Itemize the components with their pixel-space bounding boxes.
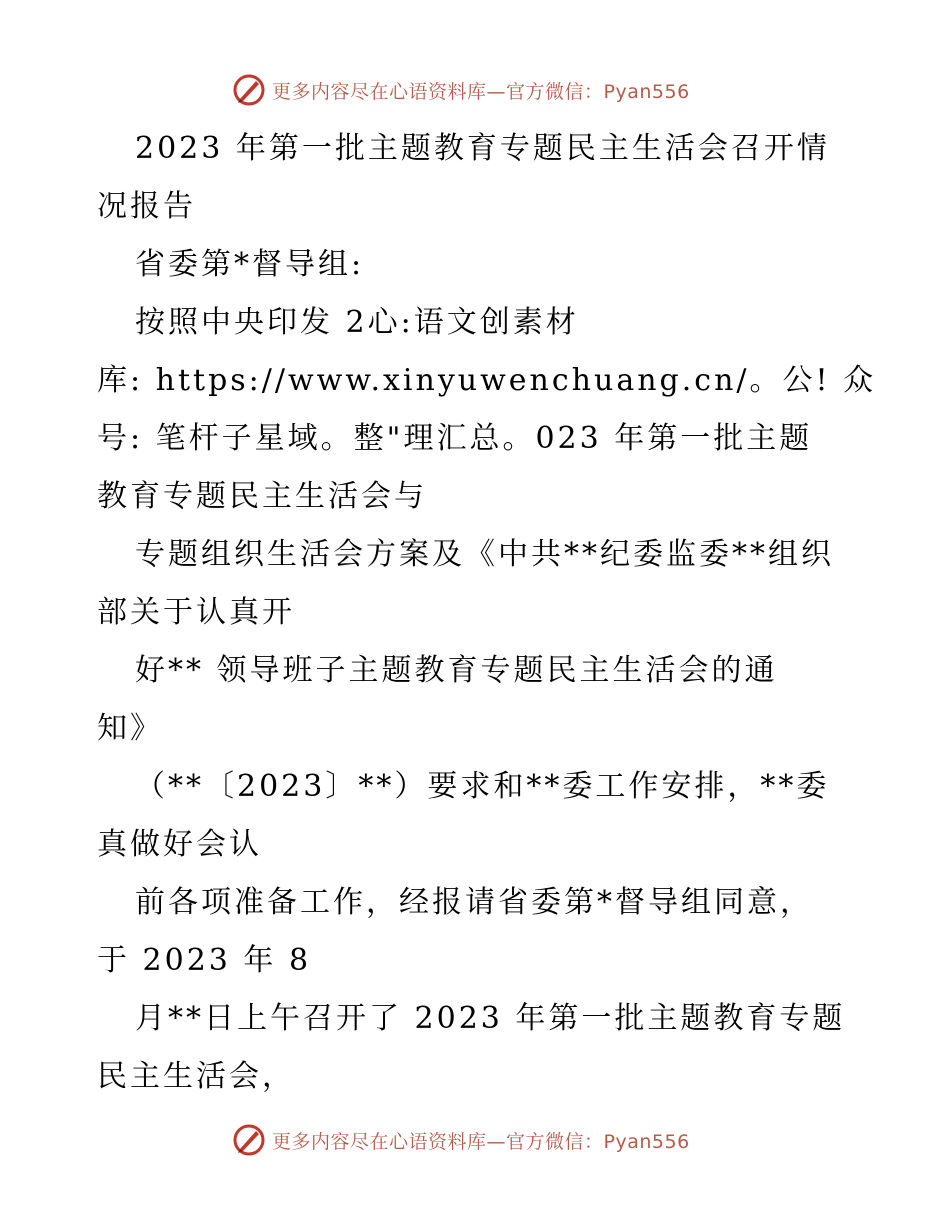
- paragraph-line: 前各项准备工作，经报请省委第*督导组同意，: [135, 885, 813, 920]
- header-banner: [232, 70, 752, 110]
- paragraph-line: 按照中央印发 2心:语文创素材: [135, 305, 579, 340]
- paragraph-line: 真做好会认: [97, 827, 262, 862]
- paragraph-line: 教育专题民主生活会与: [97, 479, 427, 514]
- quill-pen-logo-icon: [232, 73, 266, 107]
- paragraph-line: （**〔2023〕**）要求和**委工作安排，**委: [135, 769, 830, 804]
- addressee-line: 省委第*督导组:: [135, 247, 365, 282]
- banner-text: 更多内容尽在心语资料库—官方微信：Pyan556: [272, 80, 690, 103]
- paragraph-line: 月**日上午召开了 2023 年第一批主题教育专题: [135, 1001, 846, 1036]
- paragraph-line: 部关于认真开: [97, 595, 295, 630]
- paragraph-line: 号: 笔杆子星域。整"理汇总。023 年第一批主题: [97, 421, 813, 456]
- document-body: [97, 120, 877, 1106]
- paragraph-line: 专题组织生活会方案及《中共**纪委监委**组织: [135, 537, 834, 572]
- title-line-2: 况报告: [97, 189, 196, 224]
- paragraph-line: 库: https://www.xinyuwenchuang.cn/。公! 众: [97, 363, 877, 398]
- title-line-1: 2023 年第一批主题教育专题民主生活会召开情: [135, 131, 830, 166]
- banner-text: 更多内容尽在心语资料库—官方微信：Pyan556: [272, 1130, 690, 1153]
- quill-pen-logo-icon: [232, 1123, 266, 1157]
- footer-banner: [232, 1120, 752, 1160]
- paragraph-line: 民主生活会，: [97, 1059, 295, 1094]
- paragraph-line: 好** 领导班子主题教育专题民主生活会的通: [135, 653, 778, 688]
- paragraph-line: 于 2023 年 8: [97, 943, 312, 978]
- paragraph-line: 知》: [97, 711, 163, 746]
